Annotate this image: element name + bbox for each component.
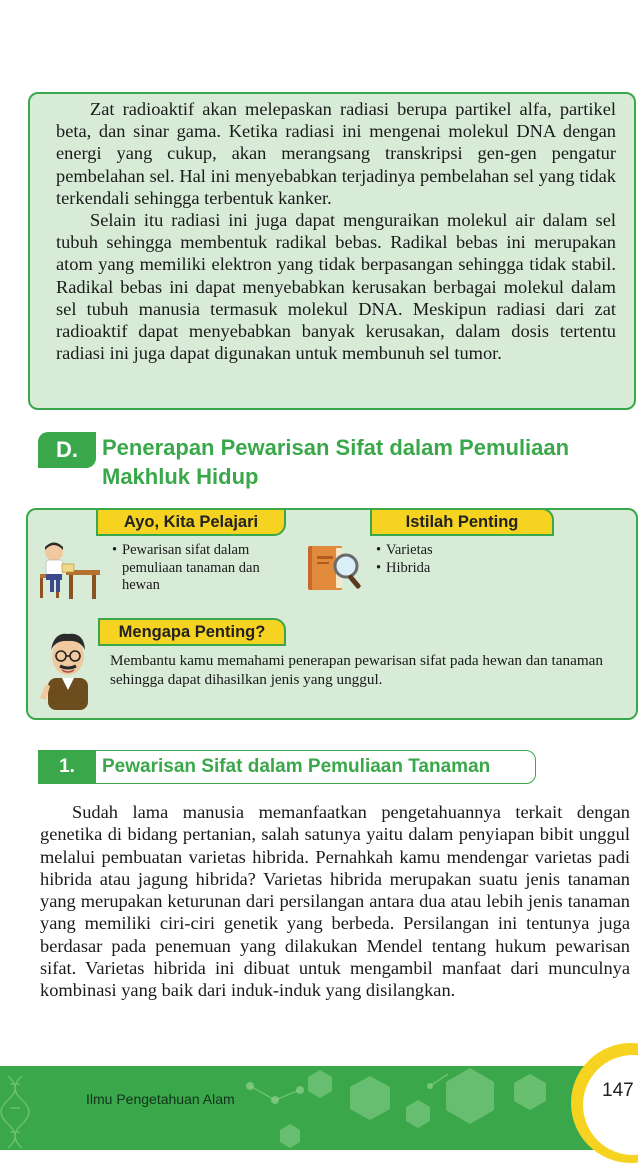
footer-subject: Ilmu Pengetahuan Alam [86, 1091, 235, 1107]
ayo-list [112, 542, 292, 595]
section-d-title-line-1: Penerapan Pewarisan Sifat dalam Pemuliaan [102, 435, 570, 460]
info-box-radiation [28, 92, 636, 410]
section-d-badge: D. [38, 432, 96, 468]
istilah-penting-tag: Istilah Penting [370, 508, 554, 536]
list-item: • Varietas [376, 542, 536, 560]
book-magnifier-icon [306, 542, 364, 596]
info-paragraph-2: Selain itu radiasi ini juga dapat menguraikan molekul air dalam sel tubuh sehingga membentuk radikal bebas. Radikal bebas ini merupakan atom yang memiliki elektron yang tidak berpasangan sehingga tidak stabil. Radikal bebas ini dapat menyebabkan kerusakan berbagai molekul dalam sel tubuh manusia termasuk molekul DNA. Meskipun radiasi dari zat radioaktif dapat menyebabkan banyak kerusakan, dalam dosis tertentu radiasi ini juga dapat digunakan untuk membunuh sel tumor. [56, 210, 616, 364]
teacher-icon [36, 628, 98, 710]
section-d-title-line-2: Makhluk Hidup [102, 464, 259, 489]
student-reading-icon [36, 540, 102, 602]
section-1-body: Sudah lama manusia memanfaatkan pengetahuannya terkait dengan genetika di bidang pertanian, salah satunya yaitu dalam penyiapan bibit unggul melalui pembuatan varietas hibrida. Pernahkah kamu mendengar varietas padi hibrida atau jagung hibrida? Varietas hibrida merupakan suatu jenis tanaman yang merupakan keturunan dari persilangan antara dua atau lebih jenis tanaman yang memiliki ciri-ciri genetik yang berbeda. Persilangan ini tentunya juga berdasar pada penemuan yang dilakukan Mendel tentang hukum pewarisan sifat. Varietas hibrida ini dibuat untuk mengambil manfaat dari munculnya kombinasi yang baik dari induk-induk yang disilangkan. [40, 802, 630, 1001]
istilah-list [376, 542, 536, 577]
list-item: • Pewarisan sifat dalam pemuliaan tanaman dan hewan [112, 542, 292, 595]
ayo-kita-pelajari-tag: Ayo, Kita Pelajari [96, 508, 286, 536]
page-number: 147 [602, 1080, 634, 1101]
section-d-title [102, 433, 622, 491]
hexagon-pattern-decoration [0, 1066, 638, 1150]
mengapa-penting-tag: Mengapa Penting? [98, 618, 286, 646]
section-1-badge: 1. [38, 750, 96, 784]
mengapa-penting-text: Membantu kamu memahami penerapan pewarisan sifat pada hewan dan tanaman sehingga dapat dihasilkan jenis yang unggul. [110, 652, 603, 688]
info-paragraph-1: Zat radioaktif akan melepaskan radiasi berupa partikel alfa, partikel beta, dan sinar gama. Ketika radiasi ini mengenai molekul DNA dengan energi yang cukup, akan merangsang transkripsi gen-gen pengatur pembelahan sel. Hal ini menyebabkan terjadinya pembelahan sel yang tidak terkendali sehingga terbentuk kanker. [56, 99, 616, 208]
section-1-title: Pewarisan Sifat dalam Pemuliaan Tanaman [102, 756, 491, 777]
footer-band [0, 1066, 638, 1150]
list-item: • Hibrida [376, 560, 536, 578]
